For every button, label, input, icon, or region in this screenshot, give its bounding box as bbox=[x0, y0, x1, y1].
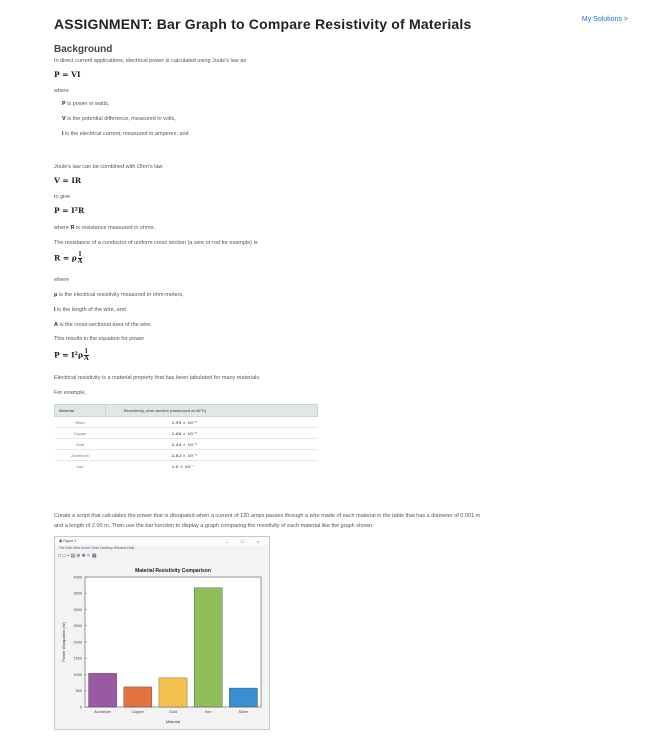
y-tick-label: 0 bbox=[79, 705, 82, 710]
results-text: This results in the equation for power bbox=[54, 336, 145, 342]
y-tick-label: 500 bbox=[75, 689, 82, 694]
where-text: where bbox=[54, 88, 69, 94]
bar-silver bbox=[229, 688, 257, 707]
y-tick-label: 4000 bbox=[73, 575, 82, 580]
equation-power: P = I²ρ $\frac{l}{A}$ bbox=[54, 348, 89, 362]
y-tick-label: 2500 bbox=[73, 624, 82, 629]
y-axis-label: Power Dissipation (W) bbox=[61, 622, 66, 662]
task-line-1: Create a script that calculates the power that is dissipated when a current of 120 amps passes through a wire made of each material in the table that has a diameter of 0.001 m bbox=[54, 513, 481, 519]
def-rho: ρ is the electrical resistivity measured in ohm-meters, bbox=[54, 292, 184, 298]
figure-icon: ▣ bbox=[59, 539, 64, 543]
zoom-icon: ⊕ bbox=[76, 553, 82, 559]
table-row: Copper 1.68 × 10⁻⁸ bbox=[55, 428, 318, 439]
resistivity-table bbox=[54, 404, 318, 471]
tabulated-text: Electrical resistivity is a material property that has been tabulated for many materials. bbox=[54, 375, 261, 381]
equation-r-rho: R = ρ $\frac{l}{A}$ bbox=[54, 251, 83, 265]
bar-iron bbox=[194, 588, 222, 707]
table-row: Silver 1.59 × 10⁻⁸ bbox=[55, 417, 318, 428]
figure-title-bar: ▣ Figure 1 – □ × bbox=[55, 537, 269, 545]
x-axis-label: Material bbox=[165, 719, 181, 724]
x-tick-label: Iron bbox=[204, 710, 212, 714]
def-power: P is power in watts, bbox=[62, 101, 110, 107]
cursor-icon: ↖ bbox=[86, 553, 92, 559]
open-icon: ▭ bbox=[62, 553, 68, 559]
to-give-text: to give bbox=[54, 194, 71, 200]
y-tick-label: 1500 bbox=[73, 656, 82, 661]
table-row: Iron 1.0 × 10⁻⁷ bbox=[55, 461, 318, 472]
my-solutions-link[interactable]: My Solutions > bbox=[581, 16, 628, 23]
y-tick-label: 3500 bbox=[73, 591, 82, 596]
ohm-text: Joule's law can be combined with Ohm's law bbox=[54, 164, 163, 170]
def-length: l is the length of the wire, and bbox=[54, 307, 126, 313]
new-icon: □ bbox=[58, 553, 63, 559]
table-row: Gold 2.44 × 10⁻⁸ bbox=[55, 439, 318, 450]
background-heading: Background bbox=[54, 44, 113, 55]
figure-toolbar[interactable] bbox=[55, 552, 269, 561]
bar-gold bbox=[159, 678, 187, 707]
table-header-resistivity: Resistivity, ohm-meters (measured at 20°C) bbox=[106, 405, 318, 417]
table-header-material: Material bbox=[55, 405, 106, 417]
y-tick-label: 3000 bbox=[73, 607, 82, 612]
def-area: A is the cross-sectional area of the wire. bbox=[54, 322, 152, 328]
example-text: For example, bbox=[54, 390, 87, 396]
where2-text: where bbox=[54, 277, 69, 283]
print-icon: ▤ bbox=[70, 553, 77, 559]
y-tick-label: 2000 bbox=[73, 640, 82, 645]
save-icon: ▪ bbox=[67, 553, 71, 559]
chart-title: Material Resistivity Comparison bbox=[135, 568, 211, 574]
figure-menu-bar[interactable]: File Edit View Insert Tools Desktop Window Help bbox=[59, 546, 135, 550]
bar-chart bbox=[55, 561, 269, 729]
resistance-text: The resistance of a conductor of uniform cross section (a wire or rod for example) is bbox=[54, 240, 258, 246]
window-controls[interactable]: – □ × bbox=[225, 539, 265, 544]
intro-text: In direct current applications, electrical power is calculated using Joule's law as bbox=[54, 58, 247, 64]
equation-p-i2r: P = I²R bbox=[54, 206, 85, 215]
x-tick-label: Gold bbox=[168, 710, 178, 714]
def-voltage: V is the potential difference, measured in volts, bbox=[62, 116, 176, 122]
bar-aluminum bbox=[89, 673, 117, 707]
table-row: Aluminum 2.82 × 10⁻⁸ bbox=[55, 450, 318, 461]
where-r-text: where R is resistance measured in ohms. bbox=[54, 225, 155, 231]
grid-icon: ▦ bbox=[91, 553, 98, 559]
y-tick-label: 1000 bbox=[73, 672, 82, 677]
figure-window bbox=[54, 536, 270, 730]
assignment-title: ASSIGNMENT: Bar Graph to Compare Resistivity of Materials bbox=[54, 16, 472, 32]
equation-p-vi: P = VI bbox=[54, 70, 81, 79]
pan-icon: ✥ bbox=[81, 553, 87, 559]
task-line-2: and a length of 2.00 m. Then use the bar function to display a graph comparing the resistivity of each material like the graph shown. bbox=[54, 523, 374, 529]
bar-copper bbox=[124, 687, 152, 707]
equation-v-ir: V = IR bbox=[54, 176, 82, 185]
x-tick-label: Silver bbox=[238, 710, 249, 714]
x-tick-label: Aluminum bbox=[94, 710, 112, 714]
def-current: I is the electrical current, measured in amperes, and bbox=[62, 131, 189, 137]
x-tick-label: Copper bbox=[131, 710, 145, 714]
